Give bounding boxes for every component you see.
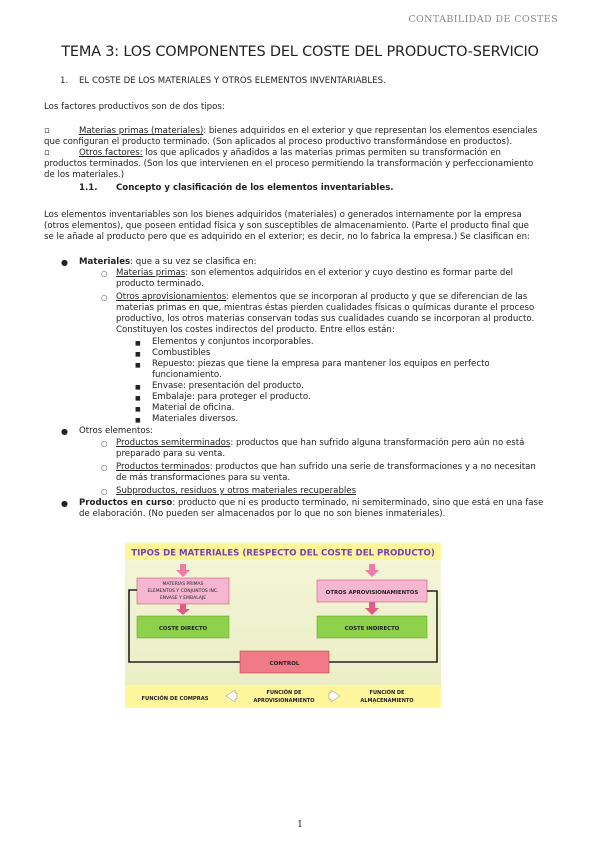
factor-line: productos terminados. (Son los que intervienen en el proceso permitiendo la transformación y perfeccionamiento xyxy=(44,159,534,169)
circle-bullet-icon: ○ xyxy=(101,293,108,302)
bullet-dot-icon: ● xyxy=(61,427,68,436)
box-text: COSTE INDIRECTO xyxy=(344,626,400,632)
bullet-icon: ▫ xyxy=(44,126,50,136)
box-text: COSTE DIRECTO xyxy=(158,626,208,632)
term: Productos semiterminados xyxy=(116,438,231,448)
list-line: preparado para su venta. xyxy=(116,449,226,459)
circle-bullet-icon: ○ xyxy=(101,487,108,496)
square-bullet-icon: ■ xyxy=(135,384,141,391)
square-bullet-icon: ■ xyxy=(135,351,141,358)
square-bullet-icon: ■ xyxy=(135,362,141,369)
text: : bienes adquiridos en el exterior y que representan los elementos esenciales xyxy=(203,126,538,136)
list-item-materiales xyxy=(79,257,257,268)
materials-diagram xyxy=(125,542,441,708)
text: : producto que ni es producto terminado, ni semiterminado, sino que está en una fase xyxy=(172,498,544,508)
box-text: MATERIAS PRIMAS xyxy=(162,582,204,587)
bullet-dot-icon: ● xyxy=(61,499,68,508)
list-line: de más transformaciones para su venta. xyxy=(116,473,291,483)
sub-item-line: funcionamiento. xyxy=(152,370,222,380)
section-heading: EL COSTE DE LOS MATERIALES Y OTROS ELEMENTOS INVENTARIABLES. xyxy=(79,76,386,86)
term: Otros factores: xyxy=(79,148,143,158)
term: Productos en curso xyxy=(79,498,173,508)
subsection-heading: Concepto y clasificación de los elementos inventariables. xyxy=(116,183,394,193)
list-item-materias-primas xyxy=(116,268,513,279)
page-number: 1 xyxy=(297,820,303,830)
list-item-otros-elementos: Otros elementos: xyxy=(79,426,154,436)
sub-item: Envase: presentación del producto. xyxy=(152,381,304,391)
square-bullet-icon: ■ xyxy=(135,340,141,347)
text: : elementos que se incorporan al producto y que se diferencian de las xyxy=(226,292,528,302)
factor-materias-primas xyxy=(79,126,537,137)
list-line: productivo, los otros materias conservan todas sus cualidades cuando se incorporan al producto. xyxy=(116,314,535,324)
paragraph-line: Los elementos inventariables son los bienes adquiridos (materiales) o generados internamente por la empresa xyxy=(44,210,522,220)
text: : productos que han sufrido alguna transformación pero aún no está xyxy=(230,438,525,448)
diagram-title: TIPOS DE MATERIALES (RESPECTO DEL COSTE DEL PRODUCTO) xyxy=(131,548,435,559)
list-item-subproductos: Subproductos, residuos y otros materiales recuperables xyxy=(116,486,357,496)
square-bullet-icon: ■ xyxy=(135,417,141,424)
sub-item: Repuesto: piezas que tiene la empresa para mantener los equipos en perfecto xyxy=(152,359,490,369)
text: los que aplicados y añadidos a las materias primas permiten su transformación en xyxy=(142,148,501,158)
intro-text: Los factores productivos son de dos tipos: xyxy=(44,102,225,112)
funcion-compras: FUNCIÓN DE COMPRAS xyxy=(141,696,209,702)
sub-item: Embalaje: para proteger el producto. xyxy=(152,392,311,402)
list-line: de elaboración. (No pueden ser almacenados por lo que no son bienes inmateriales). xyxy=(79,509,446,519)
bullet-dot-icon: ● xyxy=(61,258,68,267)
list-item-en-curso xyxy=(79,498,543,509)
box-text: ELEMENTOS Y CONJUNTOS INC. xyxy=(147,589,219,594)
text: : son elementos adquiridos en el exterior y cuyo destino es formar parte del xyxy=(185,268,514,278)
circle-bullet-icon: ○ xyxy=(101,269,108,278)
factor-line: que configuran el producto terminado. (Son aplicados al proceso productivo transformándose en productos). xyxy=(44,137,513,147)
term: Materiales xyxy=(79,257,131,267)
paragraph-line: se le añade al producto pero que es adquirido en el exterior; es decir, no lo fabrica la empresa.) Se clasifican en: xyxy=(44,232,530,242)
running-header: CONTABILIDAD DE COSTES xyxy=(408,14,558,25)
bullet-icon: ▫ xyxy=(44,148,50,158)
list-item-terminados xyxy=(116,462,536,473)
term: Otros aprovisionamientos xyxy=(116,292,227,302)
paragraph-line: (otros elementos), que poseen entidad física y son susceptibles de almacenamiento. (Parte el producto final que xyxy=(44,221,529,231)
list-line: materias primas en que, mientras éstas pierden cualidades físicas o químicas durante el proceso xyxy=(116,303,535,313)
square-bullet-icon: ■ xyxy=(135,395,141,402)
factor-line: de los materiales.) xyxy=(44,170,125,180)
funcion-aprov: FUNCIÓN DE xyxy=(266,690,302,696)
funcion-almac: FUNCIÓN DE xyxy=(369,690,405,696)
page-title: TEMA 3: LOS COMPONENTES DEL COSTE DEL PRODUCTO-SERVICIO xyxy=(61,44,539,60)
term: Productos terminados xyxy=(116,462,210,472)
list-line: producto terminado. xyxy=(116,279,204,289)
factor-otros xyxy=(79,148,501,159)
subsection-number: 1.1. xyxy=(79,183,98,193)
sub-item: Elementos y conjuntos incorporables. xyxy=(152,337,314,347)
sub-item: Combustibles xyxy=(152,348,211,358)
section-number: 1. xyxy=(60,76,69,86)
sub-item: Materiales diversos. xyxy=(152,414,239,424)
list-item-semiterminados xyxy=(116,438,524,449)
box-text: CONTROL xyxy=(269,661,300,667)
list-line: Constituyen los costes indirectos del producto. Entre ellos están: xyxy=(116,325,395,335)
box-text: OTROS APROVISIONAMIENTOS xyxy=(325,590,419,596)
text: : que a su vez se clasifica en: xyxy=(130,257,257,267)
sub-item: Material de oficina. xyxy=(152,403,235,413)
funcion-aprov: APROVISIONAMIENTO xyxy=(253,698,315,704)
term: Materias primas (materiales) xyxy=(79,126,204,136)
text: : productos que han sufrido una serie de transformaciones y a no necesitan xyxy=(209,462,536,472)
funcion-almac: ALMACENAMIENTO xyxy=(360,698,414,704)
circle-bullet-icon: ○ xyxy=(101,463,108,472)
list-item-otros-aprov xyxy=(116,292,527,303)
circle-bullet-icon: ○ xyxy=(101,439,108,448)
square-bullet-icon: ■ xyxy=(135,406,141,413)
term: Materias primas xyxy=(116,268,186,278)
box-text: ENVASE Y EMBALAJE xyxy=(159,596,207,601)
